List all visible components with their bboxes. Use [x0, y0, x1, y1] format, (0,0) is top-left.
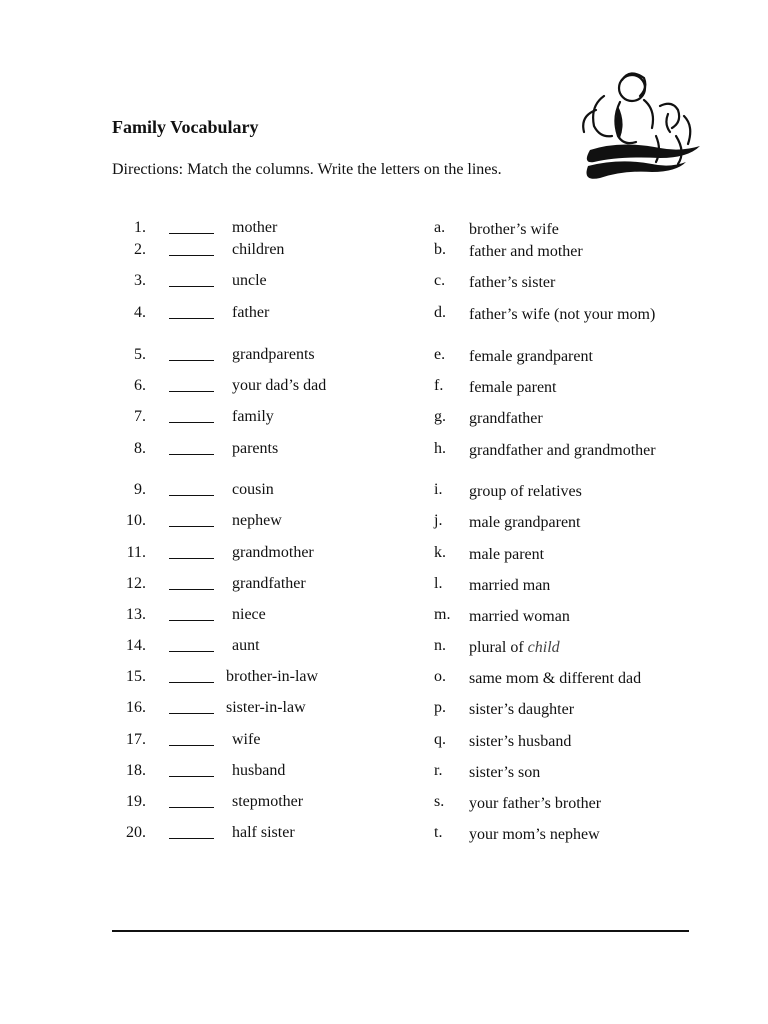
definition-letter: n. [434, 637, 446, 654]
answer-blank[interactable] [169, 454, 214, 455]
definition-letter: q. [434, 731, 446, 748]
definition-text: sister’s husband [469, 733, 572, 750]
vocab-word: uncle [232, 272, 267, 289]
answer-blank[interactable] [169, 713, 214, 714]
answer-blank[interactable] [169, 255, 214, 256]
item-row [0, 544, 768, 566]
item-number: 12. [126, 575, 146, 592]
answer-blank[interactable] [169, 318, 214, 319]
vocab-word: grandparents [232, 346, 315, 363]
answer-blank[interactable] [169, 807, 214, 808]
definition-text: male parent [469, 546, 545, 563]
definition-letter: c. [434, 272, 446, 289]
vocab-word: niece [232, 606, 266, 623]
item-number: 9. [134, 481, 146, 498]
vocab-word: stepmother [232, 793, 304, 810]
definition-letter: e. [434, 346, 446, 363]
vocab-word: your dad’s dad [232, 377, 327, 394]
definition-letter: o. [434, 668, 446, 685]
item-number: 19. [126, 793, 146, 810]
definition-text: grandfather [469, 410, 543, 427]
vocab-word: grandmother [232, 544, 314, 561]
vocab-word: wife [232, 731, 261, 748]
definition-letter: m. [434, 606, 451, 623]
vocab-word: nephew [232, 512, 282, 529]
worksheet-title: Family Vocabulary [112, 117, 259, 137]
item-row [0, 793, 768, 815]
item-number: 13. [126, 606, 146, 623]
item-row [0, 346, 768, 368]
item-row [0, 824, 768, 846]
answer-blank[interactable] [169, 495, 214, 496]
vocab-word: father [232, 304, 270, 321]
definition-letter: k. [434, 544, 446, 561]
definition-text: female grandparent [469, 348, 593, 365]
definition-text: married woman [469, 608, 570, 625]
definition-italic-word: child [527, 639, 560, 656]
definition-text [469, 637, 689, 658]
item-row [0, 272, 768, 294]
item-row [0, 762, 768, 784]
definition-text: sister’s daughter [469, 701, 575, 718]
vocab-word: grandfather [232, 575, 306, 592]
item-row [0, 699, 768, 721]
answer-blank[interactable] [169, 558, 214, 559]
definition-letter: r. [434, 762, 443, 779]
answer-blank[interactable] [169, 526, 214, 527]
vocab-word: mother [232, 219, 278, 236]
item-row [0, 731, 768, 753]
item-row [0, 377, 768, 399]
vocab-word: family [232, 408, 274, 425]
definition-text: father and mother [469, 243, 583, 260]
definition-letter: b. [434, 241, 446, 258]
item-row [0, 408, 768, 430]
item-row [0, 219, 768, 241]
definition-letter: h. [434, 440, 446, 457]
answer-blank[interactable] [169, 838, 214, 839]
definition-text: father’s sister [469, 274, 556, 291]
definition-letter: l. [434, 575, 443, 592]
item-row [0, 637, 768, 659]
item-number: 5. [134, 346, 146, 363]
item-row [0, 440, 768, 462]
answer-blank[interactable] [169, 589, 214, 590]
item-number: 17. [126, 731, 146, 748]
footer-divider [112, 930, 689, 932]
definition-text: brother’s wife [469, 221, 559, 238]
family-illustration-icon [560, 66, 710, 186]
answer-blank[interactable] [169, 651, 214, 652]
item-number: 4. [134, 304, 146, 321]
definition-text-plain: plural of [469, 639, 524, 656]
item-row [0, 512, 768, 534]
item-row [0, 241, 768, 263]
definition-text: male grandparent [469, 514, 581, 531]
definition-text: same mom & different dad [469, 670, 642, 687]
definition-text: female parent [469, 379, 557, 396]
definition-letter: j. [434, 512, 443, 529]
definition-letter: i. [434, 481, 443, 498]
item-row [0, 304, 768, 326]
answer-blank[interactable] [169, 286, 214, 287]
definition-text: your father’s brother [469, 795, 602, 812]
item-number: 16. [126, 699, 146, 716]
item-number: 20. [126, 824, 146, 841]
definition-letter: f. [434, 377, 444, 394]
vocab-word: parents [232, 440, 279, 457]
answer-blank[interactable] [169, 620, 214, 621]
item-row [0, 575, 768, 597]
vocab-word: children [232, 241, 285, 258]
item-number: 15. [126, 668, 146, 685]
definition-text: sister’s son [469, 764, 541, 781]
definition-text: father’s wife (not your mom) [469, 306, 656, 323]
answer-blank[interactable] [169, 360, 214, 361]
answer-blank[interactable] [169, 391, 214, 392]
definition-letter: a. [434, 219, 446, 236]
item-number: 1. [134, 219, 146, 236]
item-number: 6. [134, 377, 146, 394]
definition-text: group of relatives [469, 483, 582, 500]
vocab-word: aunt [232, 637, 260, 654]
vocab-word: half sister [232, 824, 295, 841]
answer-blank[interactable] [169, 422, 214, 423]
item-number: 8. [134, 440, 146, 457]
definition-letter: g. [434, 408, 446, 425]
answer-blank[interactable] [169, 233, 214, 234]
item-number: 18. [126, 762, 146, 779]
vocab-word: sister-in-law [226, 699, 306, 716]
definition-letter: s. [434, 793, 445, 810]
item-row [0, 668, 768, 690]
item-number: 7. [134, 408, 146, 425]
item-number: 3. [134, 272, 146, 289]
definition-text: married man [469, 577, 551, 594]
vocab-word: husband [232, 762, 286, 779]
definition-letter: d. [434, 304, 446, 321]
definition-letter: p. [434, 699, 446, 716]
definition-text: grandfather and grandmother [469, 442, 656, 459]
item-number: 14. [126, 637, 146, 654]
vocab-word: brother-in-law [226, 668, 319, 685]
item-number: 11. [126, 544, 146, 561]
vocab-word: cousin [232, 481, 274, 498]
definition-text: your mom’s nephew [469, 826, 600, 843]
item-row [0, 606, 768, 628]
item-number: 10. [126, 512, 146, 529]
directions-text: Directions: Match the columns. Write the letters on the lines. [112, 161, 502, 178]
answer-blank[interactable] [169, 682, 214, 683]
answer-blank[interactable] [169, 776, 214, 777]
answer-blank[interactable] [169, 745, 214, 746]
item-number: 2. [134, 241, 146, 258]
definition-letter: t. [434, 824, 443, 841]
item-row [0, 481, 768, 503]
